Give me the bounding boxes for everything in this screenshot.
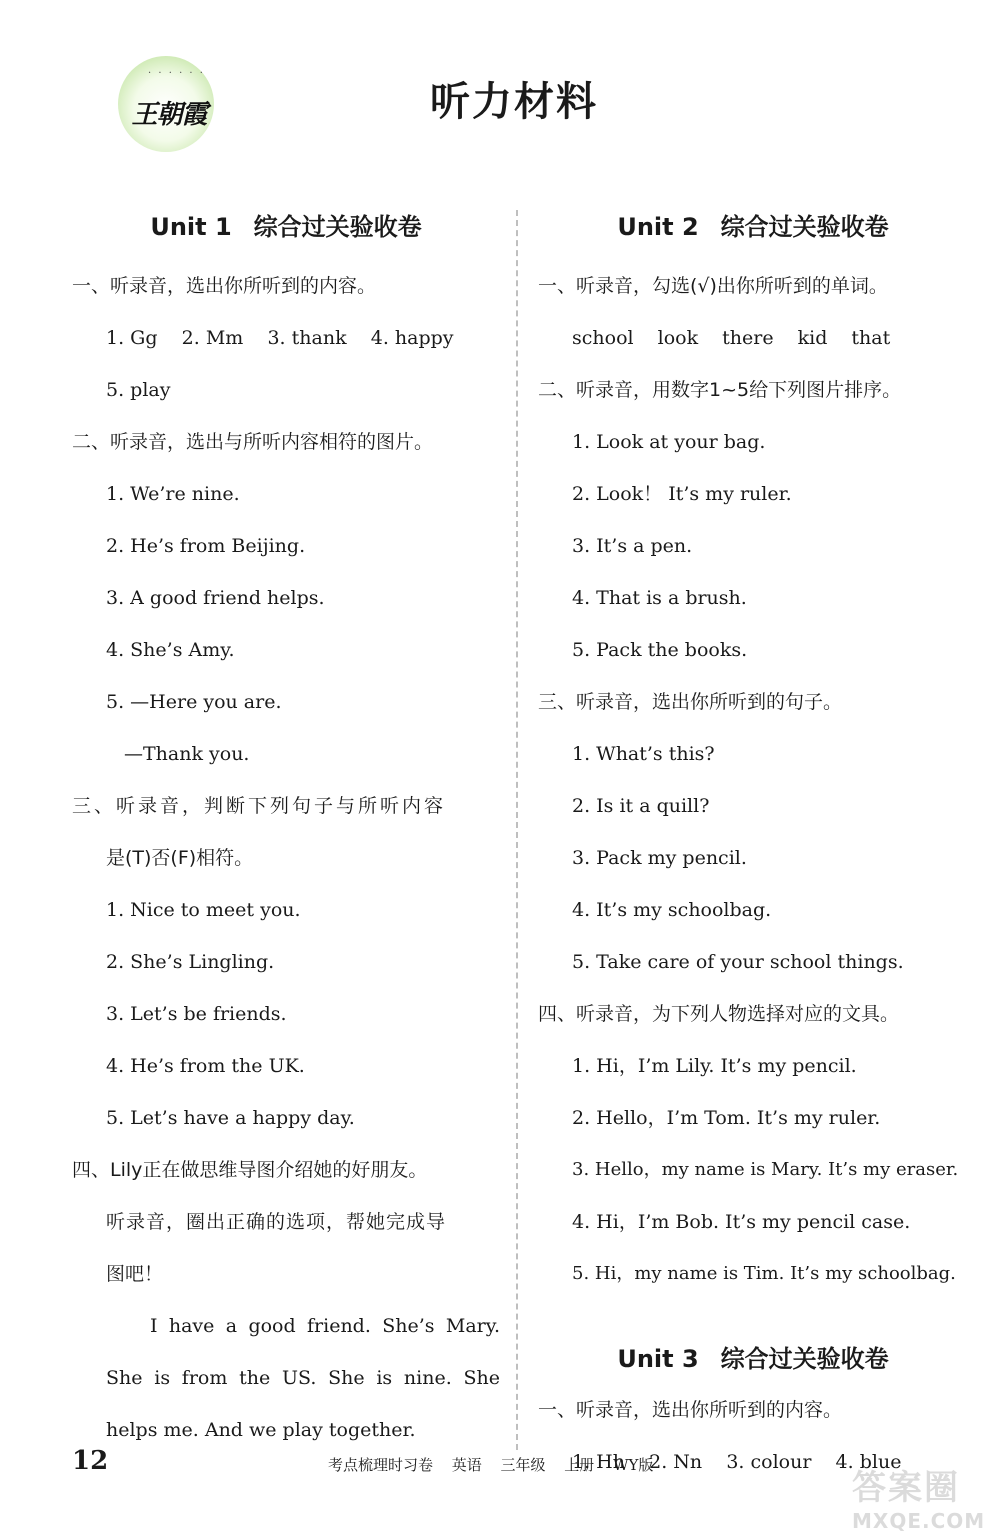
u2-s1-words: school look there kid that [572,327,891,349]
u1-section-2-title: 二、听录音，选出与所听内容相符的图片。 [72,431,434,453]
u1-s3-item-3: 3. Let’s be friends. [106,1003,287,1025]
u2-s4-item-3: 3. Hello，my name is Mary. It’s my eraser. [572,1159,959,1180]
unit-2-subtitle: 综合过关验收卷 [720,213,889,241]
page-title: 听力材料 [430,79,598,125]
u3-section-1-title: 一、听录音，选出你所听到的内容。 [538,1399,843,1421]
unit-2-label: Unit 2 [617,213,699,241]
watermark [852,1460,1002,1533]
u1-section-3-title-a: 三、听录音，判断下列句子与所听内容 [72,795,447,817]
u1-section-3-title-b: 是(T)否(F)相符。 [106,847,254,869]
unit-2-heading [538,208,968,246]
u2-s2-item-3: 3. It’s a pen. [572,535,693,557]
u1-s3-item-4: 4. He’s from the UK. [106,1055,305,1077]
u1-section-4-title-b: 听录音，圈出正确的选项，帮她完成导 [106,1211,447,1233]
u1-s4-para-line-3: helps me. And we play together. [106,1419,416,1441]
u2-s2-item-4: 4. That is a brush. [572,587,747,609]
u2-s4-item-4: 4. Hi，I’m Bob. It’s my pencil case. [572,1211,911,1233]
u1-s4-para-line-2: She is from the US. She is nine. She [106,1367,500,1389]
watermark-bottom: MXQE.COM [852,1509,986,1533]
u1-s2-item-5: 5. —Here you are. [106,691,282,713]
unit-3-subtitle: 综合过关验收卷 [720,1345,889,1373]
u1-section-4-title-a: 四、Lily正在做思维导图介绍她的好朋友。 [72,1159,428,1181]
u2-s3-item-2: 2. Is it a quill? [572,795,710,817]
u2-s2-item-2: 2. Look！ It’s my ruler. [572,483,792,505]
u2-section-1-title: 一、听录音，勾选(√)出你所听到的单词。 [538,275,888,297]
u2-s3-item-3: 3. Pack my pencil. [572,847,747,869]
u1-s1-line-2: 5. play [106,379,171,401]
column-divider [516,210,518,1450]
u1-s2-item-1: 1. We’re nine. [106,483,240,505]
unit-1-heading [72,208,500,246]
u1-s2-item-2: 2. He’s from Beijing. [106,535,306,557]
unit-1-label: Unit 1 [150,213,232,241]
u2-s4-item-5: 5. Hi，my name is Tim. It’s my schoolbag. [572,1263,956,1284]
u3-s1-line-1: 1. Hh 2. Nn 3. colour 4. blue [572,1451,902,1473]
u2-s2-item-5: 5. Pack the books. [572,639,748,661]
footer-book-info: 考点梳理时习卷 英语 三年级 上册 WY版 [328,1456,654,1474]
u2-section-2-title: 二、听录音，用数字1~5给下列图片排序。 [538,379,902,401]
u1-section-4-title-c: 图吧！ [106,1263,164,1285]
watermark-top: 答案圈 [852,1468,960,1508]
unit-1-subtitle: 综合过关验收卷 [253,213,422,241]
u1-s2-item-5-cont: —Thank you. [124,743,250,765]
u2-section-3-title: 三、听录音，选出你所听到的句子。 [538,691,843,713]
logo-text: 王朝霞 [131,100,207,130]
u2-s4-item-2: 2. Hello，I’m Tom. It’s my ruler. [572,1107,881,1129]
page-number: 12 [72,1446,109,1476]
u2-s3-item-4: 4. It’s my schoolbag. [572,899,772,921]
u2-s3-item-5: 5. Take care of your school things. [572,951,904,973]
page-footer [72,1446,952,1486]
u1-s4-para-line-1: I have a good friend. She’s Mary. [150,1315,500,1337]
unit-gap [538,1300,968,1340]
u2-section-4-title: 四、听录音，为下列人物选择对应的文具。 [538,1003,900,1025]
left-column [72,208,500,1456]
u1-s2-item-3: 3. A good friend helps. [106,587,325,609]
unit-3-label: Unit 3 [617,1345,699,1373]
u1-s2-item-4: 4. She’s Amy. [106,639,235,661]
u1-s3-item-1: 1. Nice to meet you. [106,899,301,921]
logo-dots: · · · · · · [148,68,205,79]
right-column [538,208,968,1488]
unit-3-heading [538,1340,968,1378]
u1-s3-item-2: 2. She’s Lingling. [106,951,275,973]
u1-s1-line-1: 1. Gg 2. Mm 3. thank 4. happy [106,327,454,349]
u2-s3-item-1: 1. What’s this? [572,743,715,765]
u2-s2-item-1: 1. Look at your bag. [572,431,766,453]
u2-s4-item-1: 1. Hi，I’m Lily. It’s my pencil. [572,1055,857,1077]
u1-section-1-title: 一、听录音，选出你所听到的内容。 [72,275,377,297]
u1-s3-item-5: 5. Let’s have a happy day. [106,1107,355,1129]
